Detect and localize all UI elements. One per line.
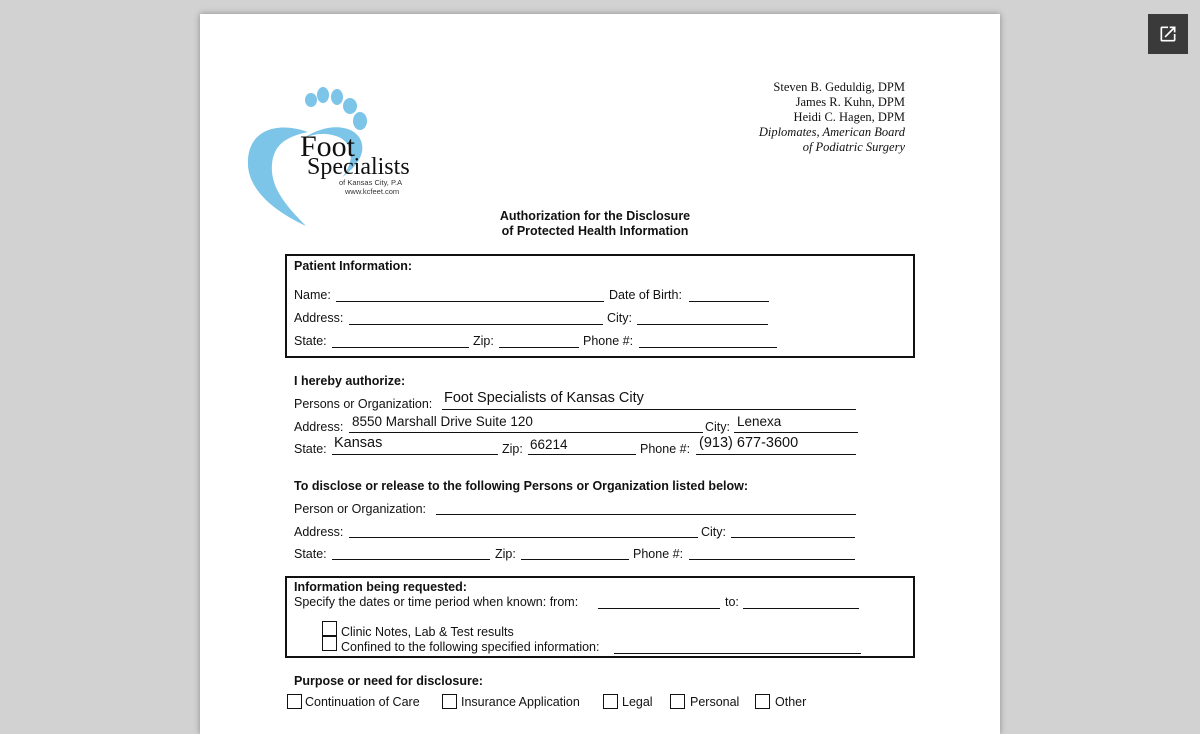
release-org-label: Person or Organization: [294,502,427,516]
clinic-notes-checkbox[interactable] [322,621,337,636]
logo-subtitle: of Kansas City, P.A [339,178,403,187]
patient-heading: Patient Information: [294,259,413,273]
legal-checkbox[interactable] [603,694,618,709]
requested-dates-label: Specify the dates or time period when known: from: [294,595,579,609]
release-state-label: State: [294,547,327,561]
release-city-label: City: [701,525,726,539]
patient-city-field[interactable] [637,324,768,325]
continuation-of-care-label: Continuation of Care [305,695,420,709]
logo-word-foot: Foot [300,130,356,163]
doctor-2: James R. Kuhn, DPM [795,95,905,109]
authorize-state-label: State: [294,442,327,456]
open-in-new-window-button[interactable] [1148,14,1188,54]
authorize-city-line[interactable] [734,432,858,433]
release-phone-field[interactable] [689,559,855,560]
patient-address-label: Address: [294,311,344,325]
release-heading: To disclose or release to the following Persons or Organization listed below: [294,479,749,493]
personal-label: Personal [690,695,740,709]
doctor-1: Steven B. Geduldig, DPM [773,80,905,94]
authorize-address-value[interactable]: 8550 Marshall Drive Suite 120 [352,414,533,429]
authorize-address-line[interactable] [349,432,703,433]
requested-to-field[interactable] [743,608,859,609]
patient-address-field[interactable] [349,324,603,325]
release-address-field[interactable] [349,537,698,538]
insurance-application-checkbox[interactable] [442,694,457,709]
patient-phone-field[interactable] [639,347,777,348]
patient-zip-field[interactable] [499,347,579,348]
doctors-list [759,80,905,155]
other-label: Other [775,695,807,709]
board-line-2: of Podiatric Surgery [802,140,905,154]
authorize-city-label: City: [705,420,730,434]
confined-info-field[interactable] [614,653,861,654]
authorize-org-line[interactable] [442,409,856,410]
release-address-label: Address: [294,525,344,539]
other-checkbox[interactable] [755,694,770,709]
release-zip-label: Zip: [495,547,516,561]
board-line-1: Diplomates, American Board [758,125,905,139]
document-page [200,14,1000,734]
patient-state-label: State: [294,334,327,348]
logo-website: www.kcfeet.com [345,187,400,196]
confined-info-label: Confined to the following specified information: [341,640,600,654]
doctor-3: Heidi C. Hagen, DPM [793,110,905,124]
release-city-field[interactable] [731,537,855,538]
open-in-new-icon [1158,24,1178,44]
authorize-zip-line[interactable] [528,454,636,455]
authorize-state-line[interactable] [332,454,498,455]
patient-name-field[interactable] [336,301,604,302]
patient-zip-label: Zip: [473,334,494,348]
title-line-1: Authorization for the Disclosure [499,209,691,223]
authorize-zip-label: Zip: [502,442,523,456]
authorize-city-value[interactable]: Lenexa [737,414,782,429]
patient-dob-label: Date of Birth: [609,288,682,302]
patient-phone-label: Phone #: [583,334,634,348]
patient-name-label: Name: [294,288,331,302]
patient-city-label: City: [607,311,632,325]
form-title [200,209,990,239]
personal-checkbox[interactable] [670,694,685,709]
authorize-phone-label: Phone #: [640,442,691,456]
requested-to-label: to: [725,595,739,609]
authorize-org-value[interactable]: Foot Specialists of Kansas City [444,390,644,406]
logo-word-specialists: Specialists [307,154,410,180]
legal-label: Legal [622,695,653,709]
release-phone-label: Phone #: [633,547,684,561]
continuation-of-care-checkbox[interactable] [287,694,302,709]
patient-dob-field[interactable] [689,301,769,302]
patient-state-field[interactable] [332,347,469,348]
authorize-phone-line[interactable] [696,454,856,455]
authorize-phone-value[interactable]: (913) 677-3600 [699,435,799,451]
authorize-zip-value[interactable]: 66214 [530,437,568,452]
requested-from-field[interactable] [598,608,720,609]
purpose-heading: Purpose or need for disclosure: [294,674,483,688]
requested-heading: Information being requested: [294,580,467,594]
release-zip-field[interactable] [521,559,629,560]
release-state-field[interactable] [332,559,490,560]
clinic-notes-label: Clinic Notes, Lab & Test results [341,625,514,639]
insurance-application-label: Insurance Application [461,695,580,709]
authorize-heading: I hereby authorize: [294,374,406,388]
authorize-state-value[interactable]: Kansas [334,435,383,451]
authorize-address-label: Address: [294,420,344,434]
title-line-2: of Protected Health Information [501,224,689,238]
release-org-field[interactable] [436,514,856,515]
authorize-org-label: Persons or Organization: [294,397,433,411]
confined-info-checkbox[interactable] [322,636,337,651]
